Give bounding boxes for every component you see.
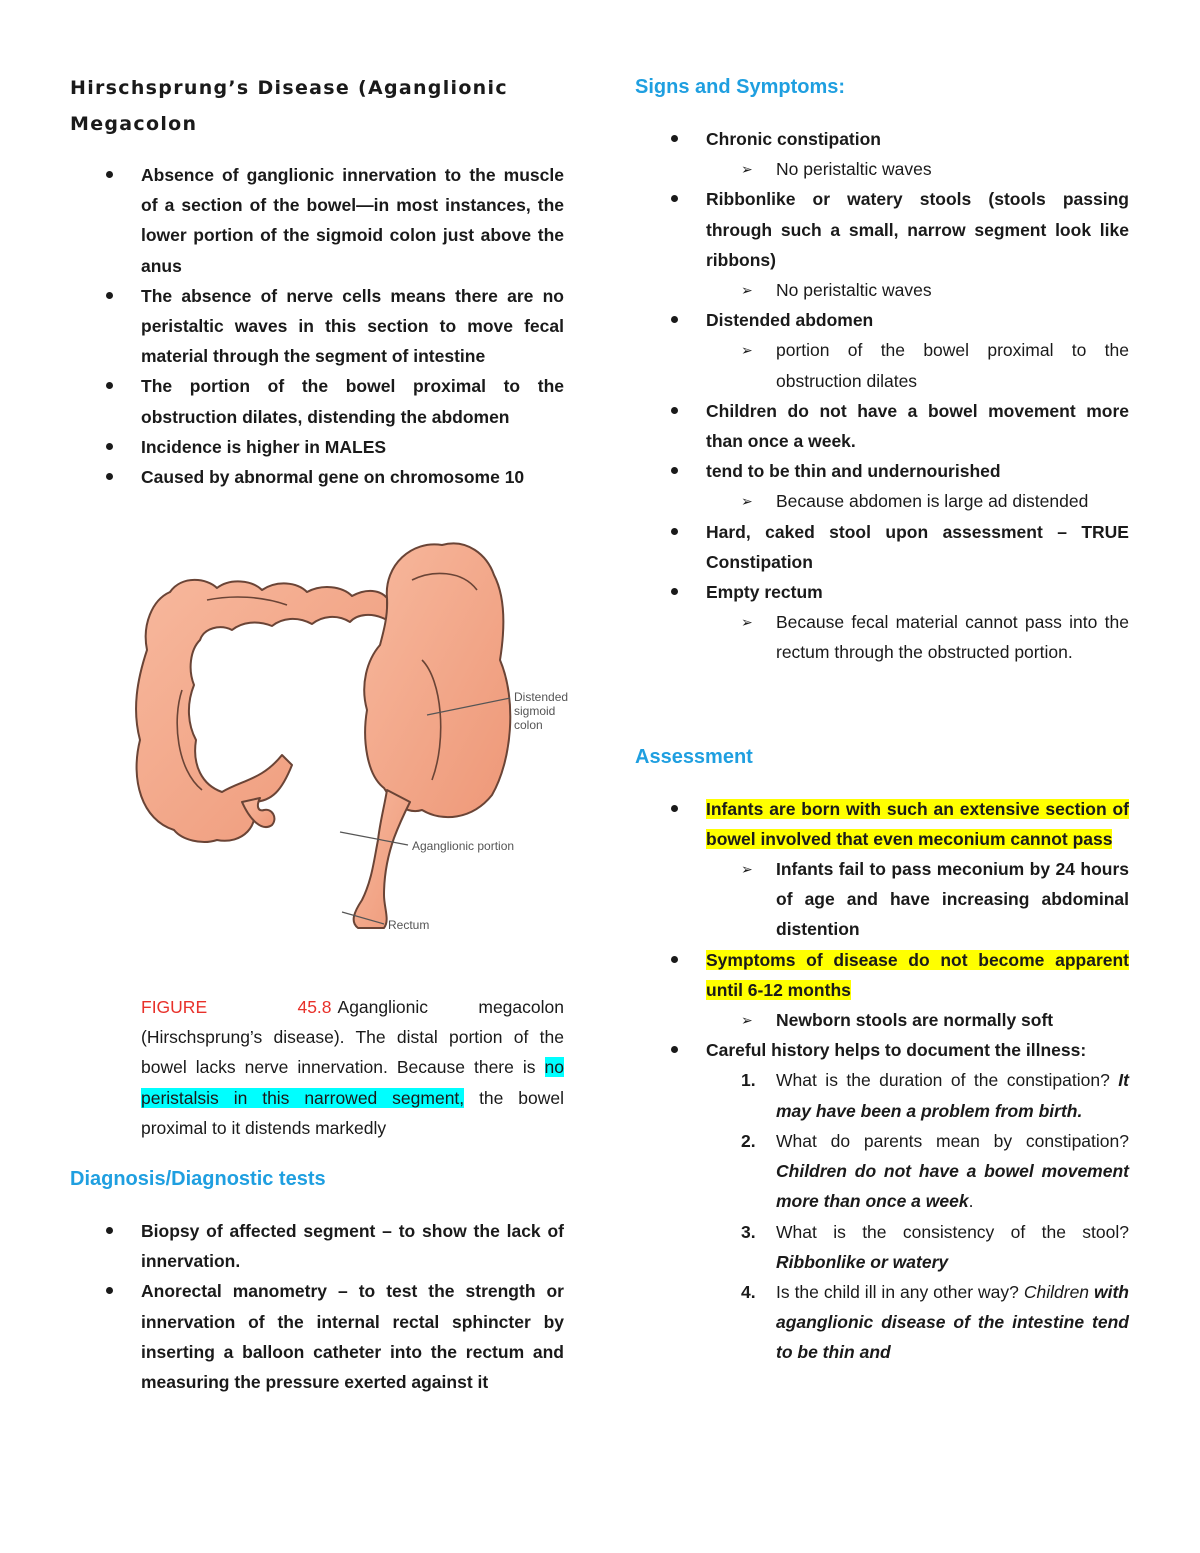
question-item: 2. What do parents mean by constipation? Children do not have a bowel movement more than once a week.	[741, 1130, 1129, 1212]
signs-heading: Signs and Symptoms:	[635, 76, 846, 98]
arrow-bullet-icon: ➢	[741, 861, 753, 878]
list-item: Infants are born with such an extensive section of bowel involved that even meconium cannot pass	[635, 794, 1129, 854]
arrow-bullet-icon: ➢	[741, 342, 753, 359]
label-rectum: Rectum	[388, 918, 430, 932]
list-item: Absence of ganglionic innervation to the muscle of a section of the bowel—in most instances, the lower portion of the sigmoid colon just above the anus	[70, 160, 564, 281]
sub-item: ➢ portion of the bowel proximal to the obstruction dilates	[635, 335, 1129, 395]
title-line-2: Megacolon	[70, 113, 198, 135]
list-item: Incidence is higher in MALES	[70, 432, 564, 462]
list-item: tend to be thin and undernourished	[635, 456, 1129, 486]
arrow-bullet-icon: ➢	[741, 1012, 753, 1029]
question-item: 3. What is the consistency of the stool? Ribbonlike or watery	[741, 1221, 1129, 1272]
aganglionic-leader-line	[340, 832, 408, 845]
list-item: Children do not have a bowel movement more than once a week.	[635, 396, 1129, 456]
arrow-bullet-icon: ➢	[741, 493, 753, 510]
signs-list	[635, 305, 1129, 335]
arrow-bullet-icon: ➢	[741, 282, 753, 299]
right-column	[635, 72, 1129, 1368]
list-item: The portion of the bowel proximal to the obstruction dilates, distending the abdomen	[70, 371, 564, 431]
arrow-bullet-icon: ➢	[741, 614, 753, 631]
signs-list	[635, 184, 1129, 275]
sub-item: ➢ No peristaltic waves	[635, 154, 1129, 184]
assessment-list	[635, 1035, 1129, 1065]
assessment-list	[635, 794, 1129, 854]
history-questions	[635, 1065, 1129, 1367]
diagnosis-heading: Diagnosis/Diagnostic tests	[70, 1168, 326, 1190]
sub-item: ➢ Because fecal material cannot pass into the rectum through the obstructed portion.	[635, 607, 1129, 667]
sub-item: ➢ Infants fail to pass meconium by 24 hours of age and have increasing abdominal distention	[635, 854, 1129, 945]
overview-list	[70, 160, 564, 492]
list-item: Distended abdomen	[635, 305, 1129, 335]
list-item: The absence of nerve cells means there are no peristaltic waves in this section to move fecal material through the segment of intestine	[70, 281, 564, 372]
colon-figure	[122, 540, 592, 940]
list-item: Symptoms of disease do not become apparent until 6-12 months	[635, 945, 1129, 1005]
question-item: 4. Is the child ill in any other way? Children with aganglionic disease of the intestine tend to be thin and	[741, 1281, 1129, 1363]
list-item: Ribbonlike or watery stools (stools passing through such a small, narrow segment look like ribbons)	[635, 184, 1129, 275]
assessment-heading: Assessment	[635, 745, 753, 768]
diagnosis-section	[70, 1164, 564, 1397]
page-title	[70, 68, 564, 142]
assessment-list	[635, 945, 1129, 1005]
figure-number: FIGURE 45.8	[141, 997, 332, 1017]
signs-list	[635, 517, 1129, 608]
list-item: Chronic constipation	[635, 124, 1129, 154]
sub-item: ➢ Because abdomen is large ad distended	[635, 486, 1129, 516]
diagnosis-list	[70, 1216, 564, 1397]
aganglionic-megacolon-illustration	[122, 540, 592, 940]
caption-highlight: no peristalsis in this narrowed segment,	[141, 1057, 564, 1108]
list-item: Careful history helps to document the illness:	[635, 1035, 1129, 1065]
label-aganglionic-portion: Aganglionic portion	[412, 839, 515, 853]
list-item: Empty rectum	[635, 577, 1129, 607]
sub-item: ➢ No peristaltic waves	[635, 275, 1129, 305]
list-item: Biopsy of affected segment – to show the lack of innervation.	[70, 1216, 564, 1276]
label-distended-sigmoid: Distended sigmoid colon	[514, 690, 569, 732]
list-item: Anorectal manometry – to test the strength or innervation of the internal rectal sphincter by inserting a balloon catheter into the rectum and measuring the pressure exerted against it	[70, 1276, 564, 1397]
list-item: Caused by abnormal gene on chromosome 10	[70, 462, 564, 492]
sub-item: ➢ Newborn stools are normally soft	[635, 1005, 1129, 1035]
question-item: 1. What is the duration of the constipation? It may have been a problem from birth.	[741, 1070, 1129, 1121]
figure-caption: FIGURE 45.8 Aganglionic megacolon (Hirschsprung’s disease). The distal portion of the bowel lacks nerve innervation. Because there is no peristalsis in this narrowed segment, the bowel proximal to it distends markedly	[141, 997, 565, 1138]
signs-list	[635, 396, 1129, 487]
list-item: Hard, caked stool upon assessment – TRUE Constipation	[635, 517, 1129, 577]
left-column	[70, 68, 564, 492]
signs-list	[635, 124, 1129, 154]
arrow-bullet-icon: ➢	[741, 161, 753, 178]
title-line-1: Hirschsprung’s Disease (Aganglionic	[70, 77, 508, 99]
